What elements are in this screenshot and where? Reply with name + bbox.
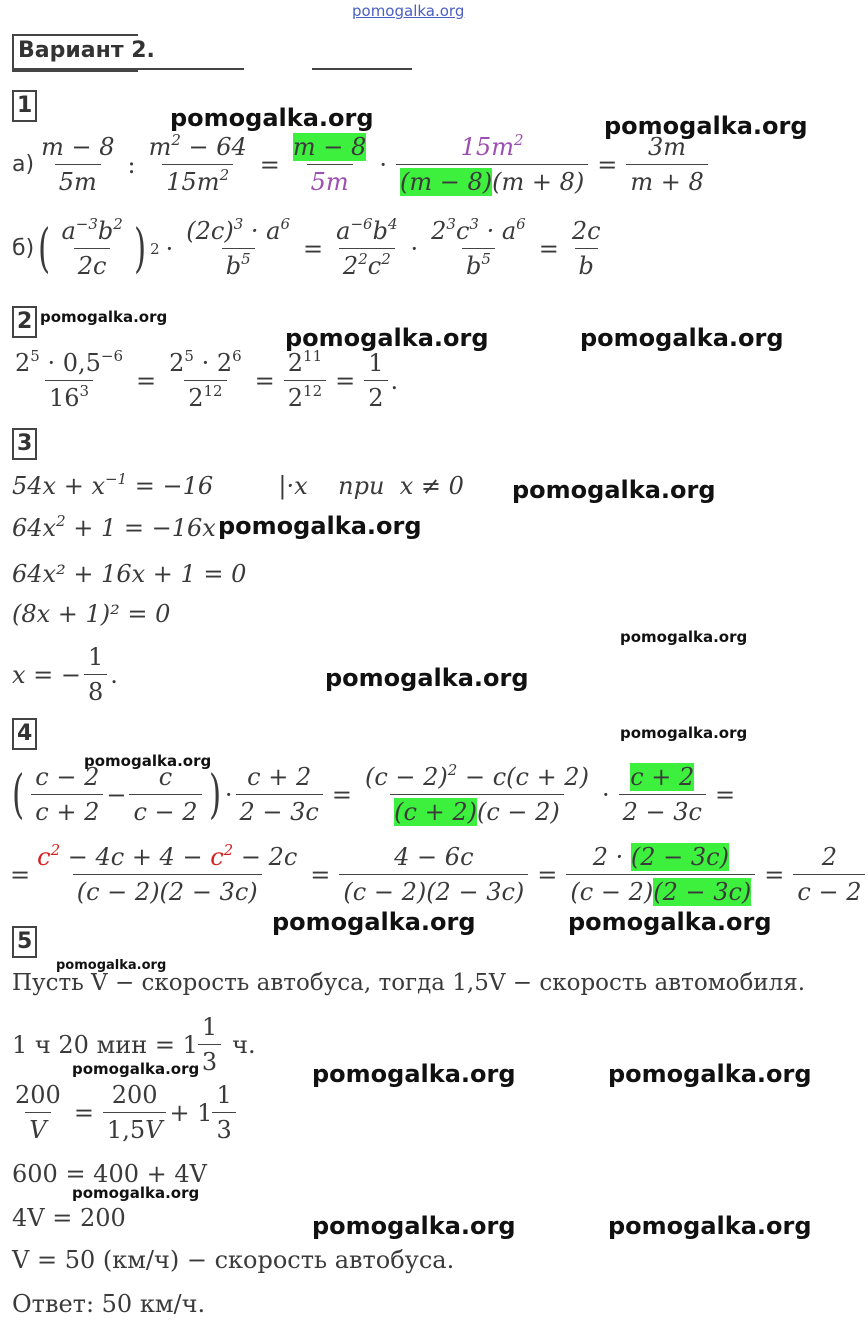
watermark: pomogalka.org (620, 724, 748, 742)
task3-eq2: $64x^2 + 1 = -16x$ (12, 512, 216, 542)
task-number-1: 1 (12, 90, 37, 122)
watermark: pomogalka.org (285, 324, 489, 352)
watermark: pomogalka.org (604, 112, 808, 140)
watermark: pomogalka.org (580, 324, 784, 352)
watermark: pomogalka.org (170, 104, 374, 132)
task5-eq4: V = 50 (км/ч) − скорость автобуса. (12, 1246, 455, 1274)
task3-eq3: 64x² + 16x + 1 = 0 (12, 560, 247, 588)
watermark: pomogalka.org (325, 664, 529, 692)
watermark: pomogalka.org (56, 958, 167, 973)
watermark: pomogalka.org (568, 908, 772, 936)
task5-eq3: 4V = 200 (12, 1204, 126, 1232)
task3-eq1: $54x + x^{-1} = -16$ |·x при x ≠ 0 (12, 470, 464, 500)
task5-time: 1 ч 20 мин = 1 $\frac{1}{3}$ ч. (12, 1013, 256, 1076)
task5-eq1: $\frac{200}{V}$ = $\frac{200}{1,5V}$ + 1 $\frac{1}{3}$ (8, 1080, 239, 1145)
task5-answer: Ответ: 50 км/ч. (12, 1290, 206, 1318)
task5-eq2: 600 = 400 + 4V (12, 1160, 207, 1188)
watermark: pomogalka.org (512, 476, 716, 504)
task2-expression: $\frac{2^5 \cdot 0,5^{-6}}{16^3}$ = $\frac{2^5 \cdot 2^6}{2^{12}}$ = $\frac{2^{11}}{2^{12}}$ = $\frac{1}{2}$ . (15, 347, 399, 412)
watermark: pomogalka.org (40, 308, 168, 326)
task5-time-unit: ч. (232, 1030, 256, 1059)
watermark: pomogalka.org (608, 1212, 812, 1240)
watermark: pomogalka.org (72, 1060, 200, 1078)
task4-line1: ( $\frac{c - 2}{c + 2}$ − $\frac{c}{c - 2}$ ) · $\frac{c + 2}{2 - 3c}$ = $\frac{(c - 2)^2 - c(c + 2)}{(c + 2)(c - 2)}$ · $\frac{c + 2}{2 - 3c}$ = (12, 761, 736, 826)
task-number-4: 4 (12, 718, 37, 750)
watermark: pomogalka.org (312, 1212, 516, 1240)
top-watermark[interactable]: pomogalka.org (352, 2, 465, 20)
watermark: pomogalka.org (312, 1060, 516, 1088)
task4-line2: = $\frac{c^2 - 4c + 4 - c^2 - 2c}{(c - 2)(2 - 3c)}$ = $\frac{4 - 6c}{(c - 2)(2 - 3c)}$ = $\frac{2 \cdot (2 - 3c)}{(c - 2)(2 - 3c)}$ = $\frac{2}{c - 2}$ (10, 842, 868, 907)
task-number-5: 5 (12, 926, 37, 958)
task1-a-expression: а) $\frac{m - 8}{5m}$ : $\frac{m^2 - 64}{15m^2}$ = $\frac{m - 8}{5m}$ · $\frac{15m^2}{(m - 8)(m + 8)}$ = $\frac{3m}{m + 8}$ (12, 132, 711, 197)
task-number-3: 3 (12, 428, 37, 460)
task1-b-label: б) (12, 236, 35, 261)
watermark: pomogalka.org (272, 908, 476, 936)
watermark: pomogalka.org (608, 1060, 812, 1088)
task5-intro: Пусть V − скорость автобуса, тогда 1,5V − скорость автомобиля. (12, 970, 806, 996)
task5-time-text: 1 ч 20 мин = 1 (12, 1030, 198, 1059)
watermark: pomogalka.org (72, 1184, 200, 1202)
variant-title: Вариант 2. (18, 38, 155, 63)
variant-header (12, 34, 412, 70)
task-number-2: 2 (12, 306, 37, 338)
watermark: pomogalka.org (620, 628, 748, 646)
task3-eq4: (8x + 1)² = 0 (12, 600, 171, 628)
task1-a-label: а) (12, 152, 35, 177)
watermark: pomogalka.org (218, 512, 422, 540)
task3-answer: x = − $\frac{1}{8}$ . (12, 643, 118, 706)
watermark: pomogalka.org (84, 752, 212, 770)
task3-condition: |·x при x ≠ 0 (278, 472, 464, 500)
task1-b-expression: б) ( $\frac{a^{-3}b^2}{2c}$ ) 2 · $\frac{(2c)^3 \cdot a^6}{b^5}$ = $\frac{a^{-6}b^4}{2^2c^2}$ · $\frac{2^3c^3 \cdot a^6}{b^5}$ = $\frac{2c}{b}$ (12, 215, 601, 280)
